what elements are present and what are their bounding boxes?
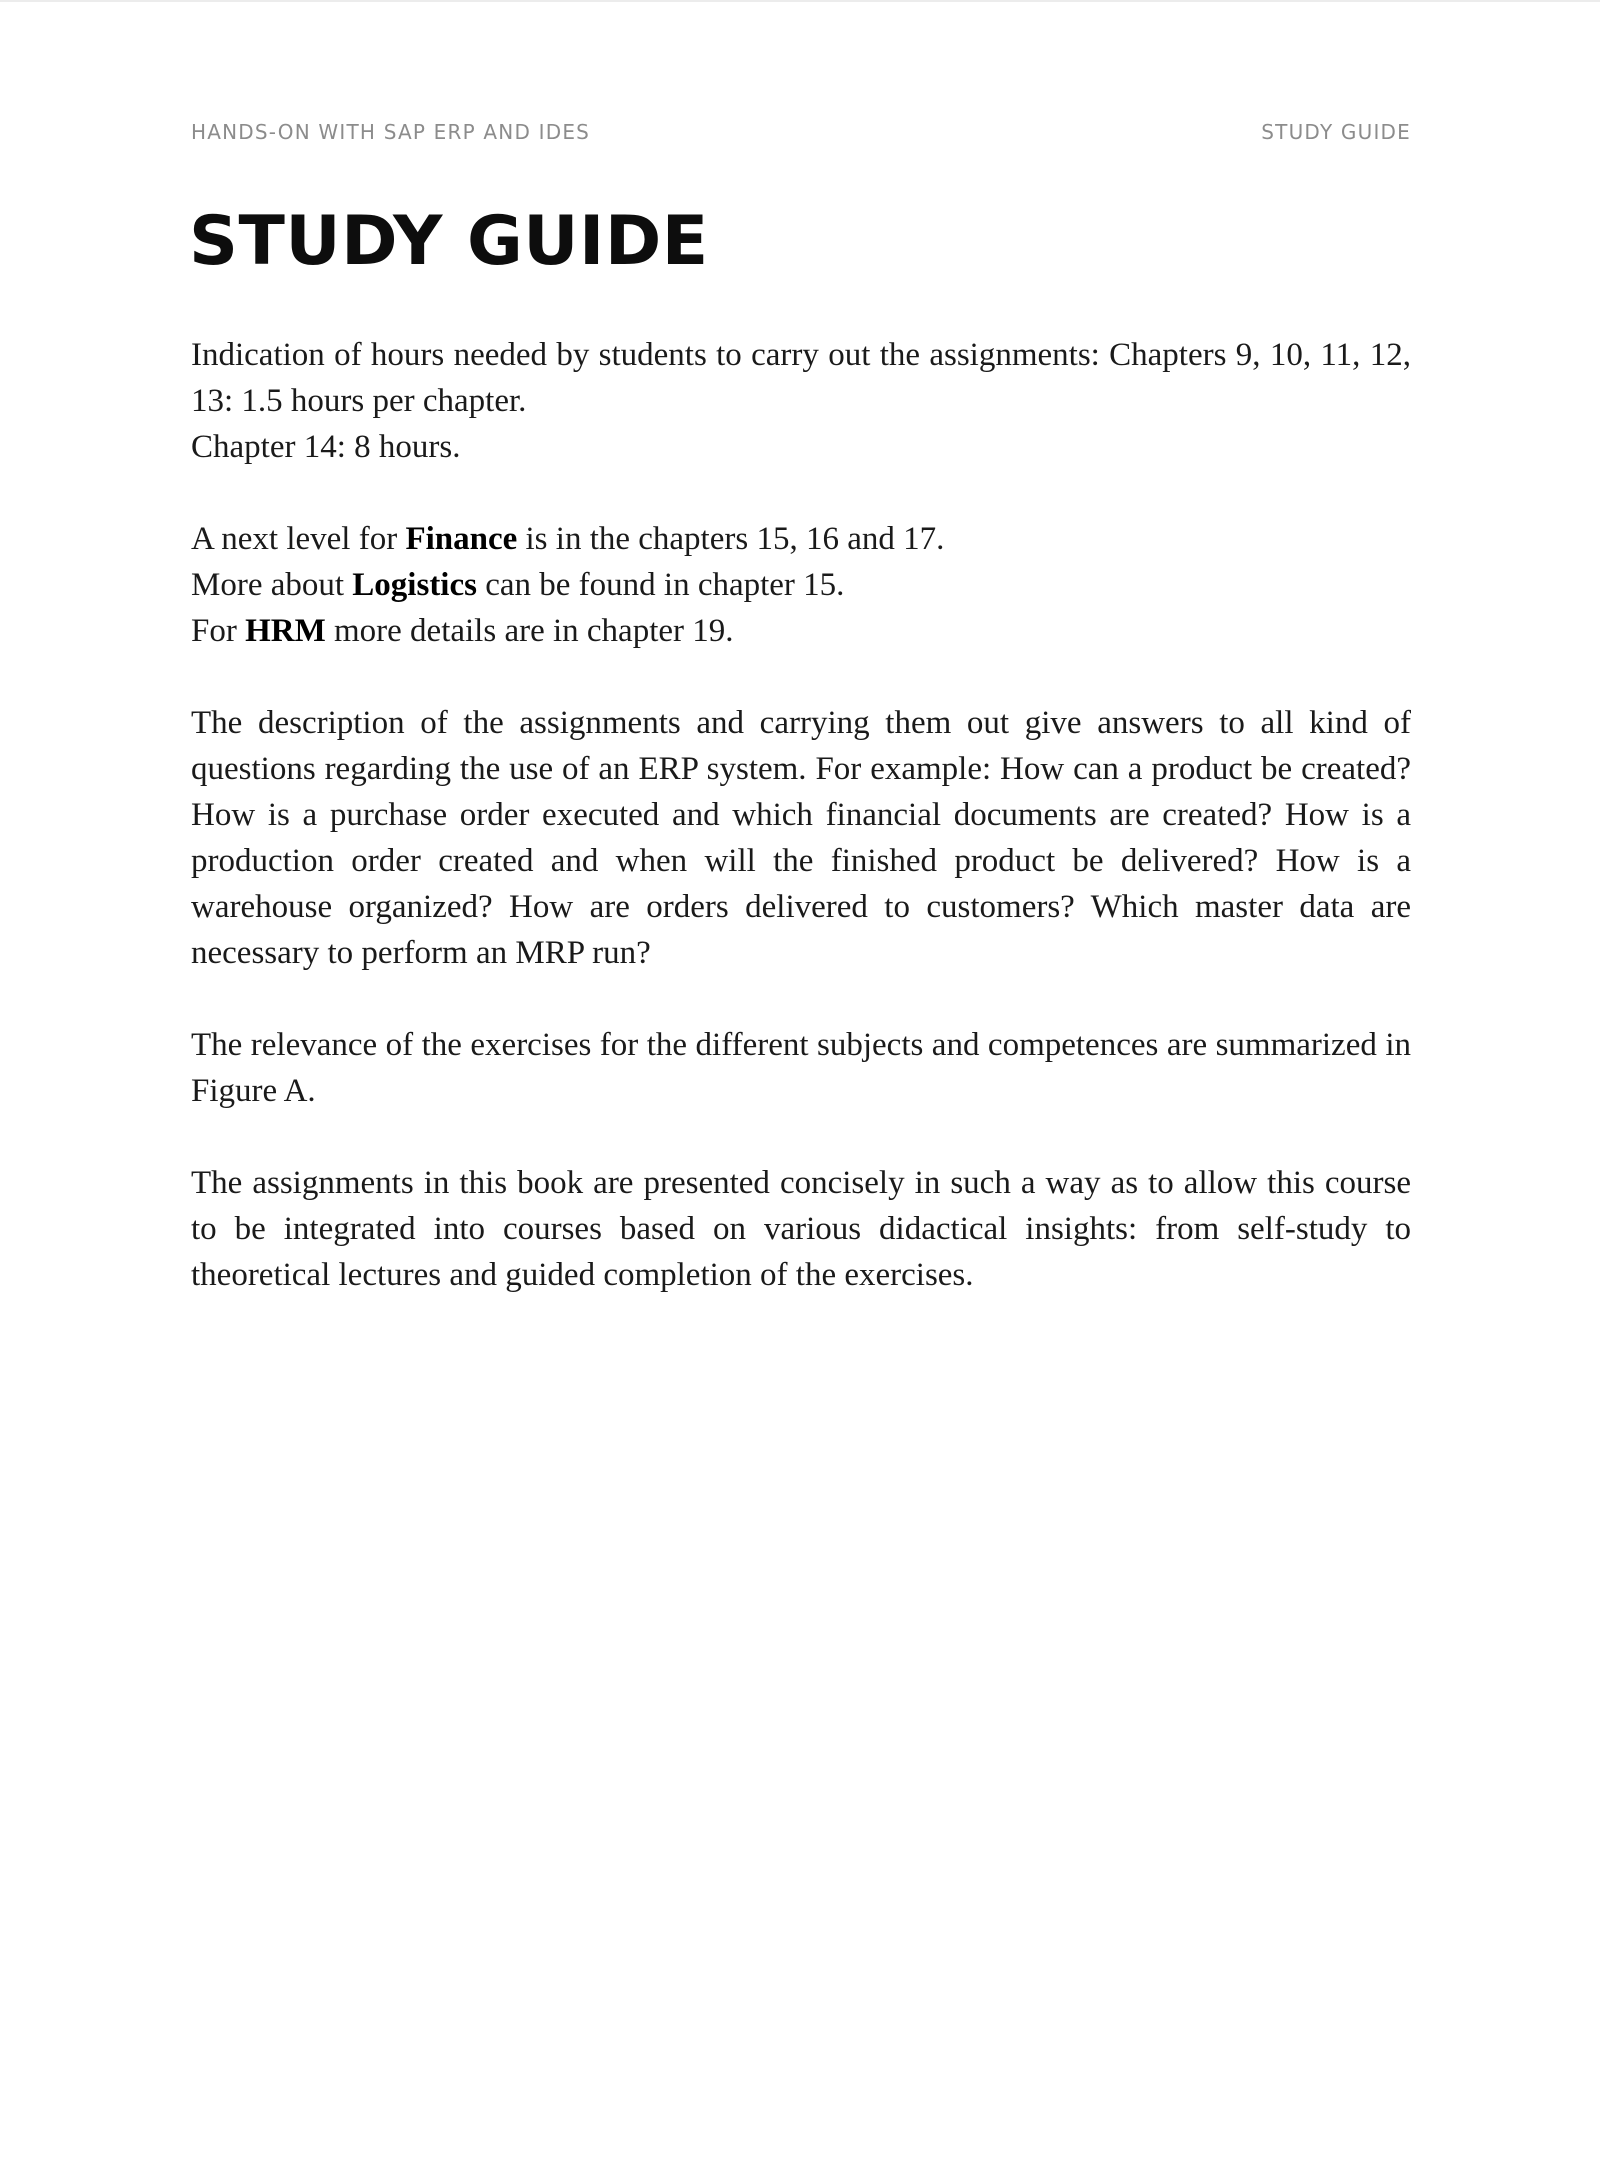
- levels-paragraph: [191, 516, 1411, 654]
- relevance-paragraph: The relevance of the exercises for the different subjects and competences are summarized in Figure A.: [191, 1027, 1411, 1109]
- description-paragraph: The description of the assignments and carrying them out give answers to all kind of questions regarding the use of an ERP system. For example: How can a product be created? How is a purchase order executed and which financial documents are created? How is a production order created and when will the finished product be delivered? How is a warehouse organized? How are orders delivered to customers? Which master data are necessary to perform an MRP run?: [191, 705, 1411, 971]
- hrm-line: For HRM more details are in chapter 19.: [191, 613, 734, 649]
- hours-line-chapter-14: Chapter 14: 8 hours.: [191, 429, 461, 465]
- running-header-section: STUDY GUIDE: [1261, 120, 1411, 144]
- finance-line: A next level for Finance is in the chapters 15, 16 and 17.: [191, 521, 945, 557]
- running-header-book-title: HANDS-ON WITH SAP ERP AND IDES: [191, 120, 591, 144]
- hours-line-chapters: Indication of hours needed by students to carry out the assignments: Chapters 9, 10, 11, 12, 13: 1.5 hours per chapter.: [191, 337, 1411, 419]
- running-header: [191, 120, 1411, 144]
- logistics-keyword: Logistics: [352, 567, 477, 603]
- hrm-keyword: HRM: [245, 613, 326, 649]
- assignments-paragraph: The assignments in this book are presented concisely in such a way as to allow this course to be integrated into courses based on various didactical insights: from self-study to theoretical lectures and guided completion of the exercises.: [191, 1165, 1411, 1293]
- logistics-line: More about Logistics can be found in chapter 15.: [191, 567, 845, 603]
- finance-keyword: Finance: [405, 521, 518, 557]
- page-title: STUDY GUIDE: [189, 202, 709, 281]
- body-text: [191, 332, 1411, 1344]
- hours-paragraph: [191, 332, 1411, 470]
